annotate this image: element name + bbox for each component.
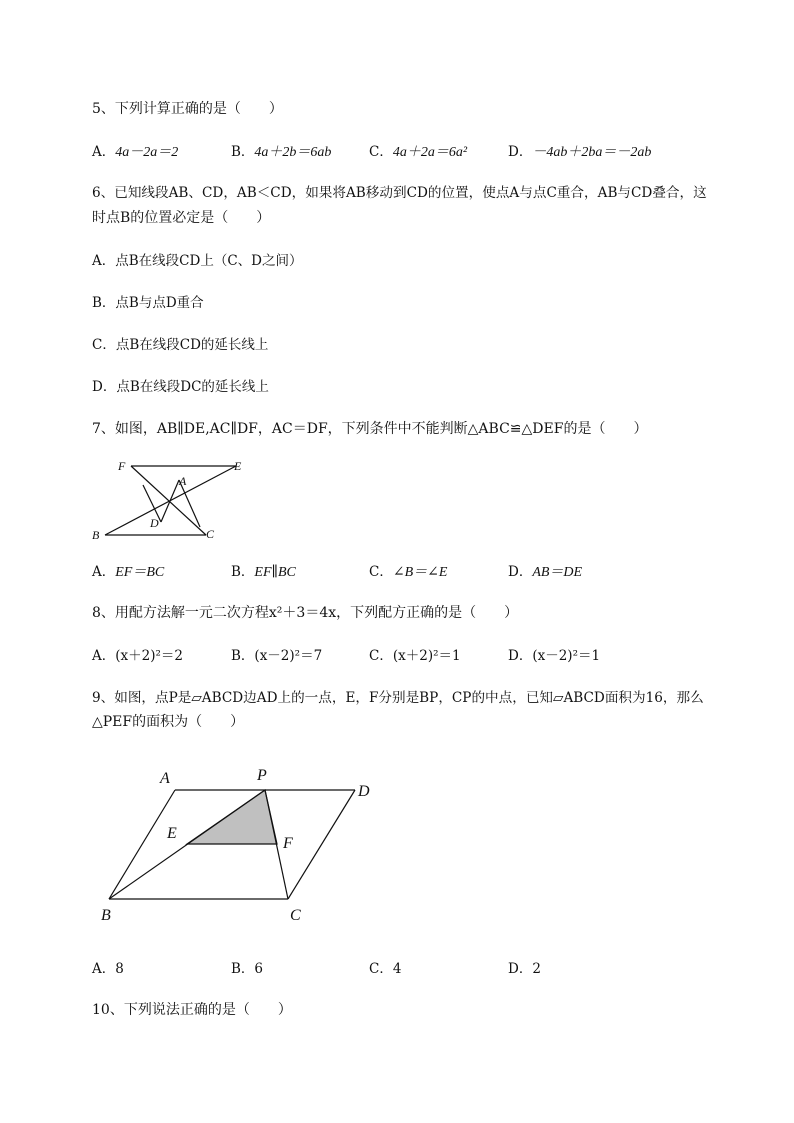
option-text: 点B在线段CD的延长线上 [115, 337, 269, 353]
segment-ad [161, 480, 179, 522]
option-text: ∠B＝∠E [392, 565, 448, 580]
label-d: D [150, 516, 159, 530]
q10-stem: 10、下列说法正确的是（ ） [92, 1002, 292, 1018]
option-label: A． [92, 961, 116, 977]
q9-option-b[interactable] [231, 960, 263, 978]
option-text: (x－2)²＝7 [254, 648, 323, 664]
option-label: D． [508, 648, 533, 664]
label-b: B [101, 907, 111, 924]
option-text: EF＝BC [115, 565, 165, 580]
label-e: E [167, 825, 177, 842]
q5-option-c[interactable] [369, 143, 467, 162]
q8-stem: 8、用配方法解一元二次方程x²＋3＝4x，下列配方正确的是（ ） [92, 605, 519, 621]
q8-option-c[interactable] [369, 647, 461, 665]
option-text: 点B在线段CD上（C、D之间） [115, 253, 303, 269]
q9-option-c[interactable] [369, 960, 401, 978]
q6-option-d[interactable] [92, 378, 269, 396]
option-label: B． [231, 648, 255, 664]
q7-option-a[interactable] [92, 563, 164, 582]
option-label: C． [369, 961, 393, 977]
option-label: D． [508, 564, 533, 580]
q8-option-b[interactable] [231, 647, 322, 665]
label-a: A [160, 770, 170, 787]
option-label: A． [92, 253, 116, 269]
option-label: D． [508, 144, 533, 160]
option-label: A． [92, 648, 116, 664]
q6-stem-line2: 时点B的位置必定是（ ） [92, 210, 271, 226]
q9-option-d[interactable] [508, 960, 541, 978]
q5-stem: 5、下列计算正确的是（ ） [92, 101, 283, 117]
option-text: (x＋2)²＝2 [115, 648, 183, 664]
label-c: C [290, 907, 301, 924]
q7-option-b[interactable] [231, 563, 296, 582]
q7-option-d[interactable] [508, 563, 582, 582]
option-text: (x＋2)²＝1 [392, 648, 461, 664]
option-label: A． [92, 144, 116, 160]
q7-option-c[interactable] [369, 563, 447, 582]
q9-stem-line2: △PEF的面积为（ ） [92, 714, 245, 730]
q5-option-b[interactable] [231, 143, 331, 162]
q7-stem: 7、如图，AB∥DE,AC∥DF，AC＝DF，下列条件中不能判断△ABC≌△DEF的是（ ） [92, 421, 648, 437]
option-text: EF∥BC [254, 565, 296, 580]
q9-option-a[interactable] [92, 960, 124, 978]
q8-option-d[interactable] [508, 647, 600, 665]
option-text: 4a＋2a＝6a² [392, 145, 468, 160]
option-label: C． [369, 144, 393, 160]
option-text: 4a＋2b＝6ab [254, 145, 332, 160]
q6-option-b[interactable] [92, 294, 204, 312]
q9-stem-line1: 9、如图，点P是▱ABCD边AD上的一点，E，F分别是BP，CP的中点，已知▱ABCD面积为16，那么 [92, 690, 704, 706]
option-label: D． [508, 961, 533, 977]
option-label: B． [231, 564, 255, 580]
shaded-triangle-pef [187, 790, 277, 844]
option-text: (x－2)²＝1 [532, 648, 601, 664]
q8-option-a[interactable] [92, 647, 183, 665]
option-text: 6 [254, 961, 264, 977]
option-label: C． [369, 564, 393, 580]
q5-option-d[interactable] [508, 143, 651, 162]
option-text: AB＝DE [532, 565, 583, 580]
option-text: 4 [392, 961, 402, 977]
label-f: F [283, 835, 293, 852]
option-label: B． [231, 144, 255, 160]
label-p: P [257, 767, 267, 784]
option-label: D． [92, 379, 117, 395]
q6-option-a[interactable] [92, 252, 302, 270]
label-a: A [179, 474, 187, 488]
label-d: D [358, 783, 370, 800]
q9-figure [95, 760, 385, 930]
q6-stem-line1: 6、已知线段AB、CD，AB＜CD，如果将AB移动到CD的位置，使点A与点C重合，AB与CD叠合，这 [92, 185, 707, 201]
label-e: E [234, 459, 242, 473]
option-label: B． [92, 295, 116, 311]
option-label: C． [92, 337, 116, 353]
option-label: C． [369, 648, 393, 664]
segment-cd [288, 790, 355, 899]
option-text: 2 [532, 961, 541, 977]
label-f: F [118, 459, 126, 473]
option-text: 点B与点D重合 [115, 295, 204, 311]
option-text: 4a－2a＝2 [115, 145, 179, 160]
option-label: B． [231, 961, 255, 977]
q6-option-c[interactable] [92, 336, 268, 354]
segment-fc [131, 466, 206, 535]
label-b: B [92, 528, 100, 542]
option-text: －4ab＋2ba＝－2ab [532, 145, 652, 160]
option-text: 8 [115, 961, 124, 977]
segment-ab [109, 790, 175, 899]
q7-figure [88, 455, 258, 545]
label-c: C [206, 527, 215, 541]
option-label: A． [92, 564, 116, 580]
q5-option-a[interactable] [92, 143, 178, 162]
option-text: 点B在线段DC的延长线上 [116, 379, 269, 395]
